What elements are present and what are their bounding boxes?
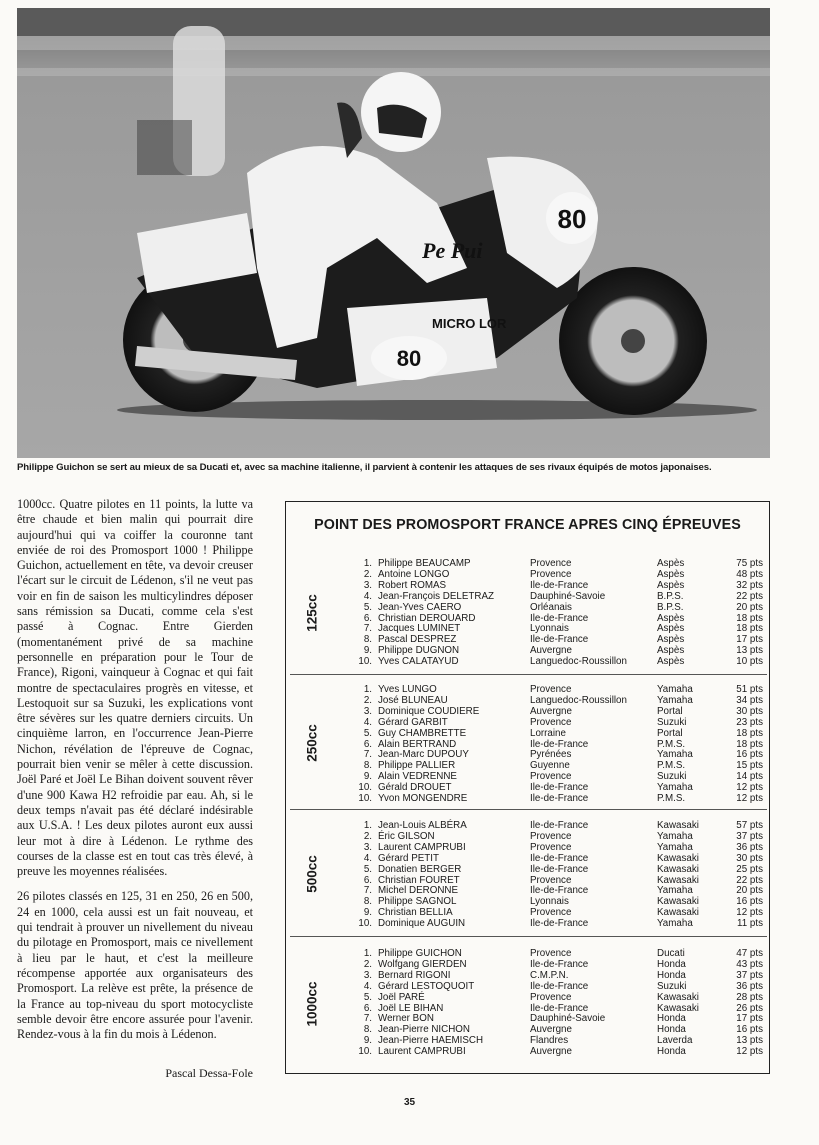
rider-region: Provence bbox=[530, 991, 572, 1003]
rider-points: 32 pts bbox=[736, 579, 763, 591]
rider-rank: 6. bbox=[363, 612, 372, 624]
rider-rank: 2. bbox=[363, 568, 372, 580]
rider-rank: 4. bbox=[363, 590, 372, 602]
rider-points: 30 pts bbox=[736, 852, 763, 864]
rider-name: José BLUNEAU bbox=[378, 694, 448, 706]
rider-points: 17 pts bbox=[736, 634, 763, 646]
rider-brand: P.M.S. bbox=[657, 760, 686, 772]
rider-points: 75 pts bbox=[736, 558, 763, 569]
rider-name: Yves LUNGO bbox=[378, 684, 437, 695]
standings-row bbox=[290, 728, 767, 739]
rider-name: Éric GILSON bbox=[378, 830, 435, 842]
rider-region: Auvergne bbox=[530, 645, 572, 657]
rider-points: 12 pts bbox=[736, 907, 763, 919]
rider-brand: Kawasaki bbox=[657, 820, 699, 831]
rider-brand: Kawasaki bbox=[657, 907, 699, 919]
rider-name: Laurent CAMPRUBI bbox=[378, 1046, 466, 1058]
rider-points: 14 pts bbox=[736, 771, 763, 783]
standings-row bbox=[290, 885, 767, 896]
sponsor-logo: MICRO LOR bbox=[432, 316, 507, 331]
rider-rank: 7. bbox=[363, 623, 372, 635]
rider-region: Auvergne bbox=[530, 1046, 572, 1058]
rider-rank: 1. bbox=[363, 948, 372, 959]
rider-region: Auvergne bbox=[530, 705, 572, 717]
rider-points: 15 pts bbox=[736, 760, 763, 772]
rider-region: Auvergne bbox=[530, 1024, 572, 1036]
category-block bbox=[290, 809, 767, 937]
standings-row bbox=[290, 907, 767, 918]
standings-row bbox=[290, 948, 767, 959]
rider-name: Gérard GARBIT bbox=[378, 716, 448, 728]
rider-region: Lyonnais bbox=[530, 896, 569, 908]
rider-region: Provence bbox=[530, 684, 572, 695]
rider-name: Pascal DESPREZ bbox=[378, 634, 457, 646]
rider-points: 17 pts bbox=[736, 1013, 763, 1025]
rider-region: Lyonnais bbox=[530, 623, 569, 635]
category-label: 500cc bbox=[304, 854, 320, 893]
rider-brand: Kawasaki bbox=[657, 874, 699, 886]
rider-name: Philippe GUICHON bbox=[378, 948, 462, 959]
rider-name: Jean-Marc DUPOUY bbox=[378, 749, 469, 761]
rider-region: Dauphiné-Savoie bbox=[530, 590, 606, 602]
photo-caption: Philippe Guichon se sert au mieux de sa Ducati et, avec sa machine italienne, il parvient à contenir les attaques de ses rivaux équipés de motos japonaises. bbox=[17, 462, 712, 473]
rider-brand: Honda bbox=[657, 958, 686, 970]
rider-points: 47 pts bbox=[736, 948, 763, 959]
rider-rank: 10. bbox=[358, 918, 372, 930]
rider-points: 37 pts bbox=[736, 969, 763, 981]
rider-points: 57 pts bbox=[736, 820, 763, 831]
rider-brand: Aspès bbox=[657, 634, 685, 646]
rider-points: 51 pts bbox=[736, 684, 763, 695]
rider-rank: 7. bbox=[363, 1013, 372, 1025]
standings-title: POINT DES PROMOSPORT FRANCE APRES CINQ ÉPREUVES bbox=[314, 517, 741, 533]
article-text bbox=[17, 497, 253, 1052]
rider-region: Ile-de-France bbox=[530, 980, 589, 992]
rider-points: 13 pts bbox=[736, 1035, 763, 1047]
rider-name: Christian DEROUARD bbox=[378, 612, 476, 624]
rider-region: Flandres bbox=[530, 1035, 569, 1047]
rider-rank: 10. bbox=[358, 656, 372, 668]
rider-rank: 8. bbox=[363, 634, 372, 646]
side-number: 80 bbox=[396, 346, 422, 371]
rider-points: 16 pts bbox=[736, 1024, 763, 1036]
author-signature: Pascal Dessa-Fole bbox=[165, 1066, 253, 1080]
rider-region: Ile-de-France bbox=[530, 738, 589, 750]
rider-brand: Kawasaki bbox=[657, 896, 699, 908]
article-paragraph: 26 pilotes classés en 125, 31 en 250, 26 en 500, 24 en 1000, cela aussi est un fait nouveau, et qui tendrait à prouver un nivellement du niveau du pilotage en Promosport, mais ce nivellement à lieu par le haut, et c'est la meilleure récompense apportée aux organisateurs des Promosport. La relève est prête, la présence de la France au top-niveau du sport motocycliste semble devoir être encore assurée pour l'avenir. Rendez-vous à la fin du mois à Lédenon. bbox=[17, 889, 253, 1042]
rider-rank: 10. bbox=[358, 793, 372, 804]
rider-points: 48 pts bbox=[736, 568, 763, 580]
rider-points: 11 pts bbox=[737, 918, 763, 930]
rider-points: 37 pts bbox=[736, 830, 763, 842]
rider-rank: 5. bbox=[363, 991, 372, 1003]
rider-points: 30 pts bbox=[736, 705, 763, 717]
standings-row bbox=[290, 918, 767, 929]
rider-brand: Portal bbox=[657, 727, 683, 739]
rider-name: Christian FOURET bbox=[378, 874, 460, 886]
article-paragraph: 1000cc. Quatre pilotes en 11 points, la lutte va être chaude et bien malin qui pourrait dire aujourd'hui qui va coiffer la couronne tant enviée de roi des Promosport 1000 ! Philippe Guichon, actuellement en tête, va devoir creuser l'écart sur le circuit de Lédenon, s'il ne veut pas voir en fin de saison les multicylindres déposer sans rémission sa Ducati, comme cela s'est passé à Cognac. Entre Gierden (momentanément privé de sa machine personnelle en préparation pour le Tour de France), Rigoni, vainqueur à Cognac et qui fait montre de spectaculaires progrès en vitesse, et Lestoquoit sur sa Suzuki, les explications vont être sévères sur les quatre derniers circuits. Un cinquième larron, en l'occurrence Jean-Pierre Nichon, révélation de l'épreuve de Cognac, pourrait bien venir se mêler à cette discussion. Joël Paré et Joël Le Bihan doivent souvent rêver d'une 900 Kawa H2 refroidie par eau. Ah, si le deux temps n'avait pas été déclaré indésirable aux U.S.A. ! Les deux pilotes auront eux aussi leur mot à dire à Lédenon. Le rythme des courses de la classe est en tout cas très élevé, à preuve les moyennes réalisées. bbox=[17, 497, 253, 879]
rider-region: Ile-de-France bbox=[530, 918, 589, 930]
category-label: 1000cc bbox=[304, 981, 320, 1027]
standings-row bbox=[290, 1046, 767, 1057]
rider-name: Donatien BERGER bbox=[378, 863, 462, 875]
standings-row bbox=[290, 771, 767, 782]
rider-points: 20 pts bbox=[736, 601, 763, 613]
rider-brand: Honda bbox=[657, 1046, 686, 1058]
standings-row bbox=[290, 591, 767, 602]
rider-region: Provence bbox=[530, 948, 572, 959]
rider-rank: 3. bbox=[363, 705, 372, 717]
rider-region: Ile-de-France bbox=[530, 793, 589, 804]
rider-rank: 7. bbox=[363, 885, 372, 897]
rider-region: Provence bbox=[530, 830, 572, 842]
rider-brand: Yamaha bbox=[657, 830, 693, 842]
rider-rank: 9. bbox=[363, 907, 372, 919]
rider-rank: 7. bbox=[363, 749, 372, 761]
rider-points: 18 pts bbox=[736, 738, 763, 750]
rider-region: Ile-de-France bbox=[530, 612, 589, 624]
rider-name: Jean-Pierre HAEMISCH bbox=[378, 1035, 484, 1047]
rider-points: 16 pts bbox=[736, 896, 763, 908]
rider-brand: P.M.S. bbox=[657, 793, 686, 804]
standings-row bbox=[290, 981, 767, 992]
standings-row bbox=[290, 706, 767, 717]
rider-region: Lorraine bbox=[530, 727, 566, 739]
standings-row bbox=[290, 875, 767, 886]
rider-name: Dominique COUDIERE bbox=[378, 705, 480, 717]
rider-name: Joël PARÉ bbox=[378, 991, 425, 1003]
category-block bbox=[290, 551, 767, 674]
category-label: 125cc bbox=[304, 593, 320, 632]
standings-row bbox=[290, 842, 767, 853]
rider-name: Philippe DUGNON bbox=[378, 645, 460, 657]
rider-brand: B.P.S. bbox=[657, 601, 684, 613]
rider-points: 20 pts bbox=[736, 885, 763, 897]
rider-region: Pyrénées bbox=[530, 749, 572, 761]
rider-name: Jean-François DELETRAZ bbox=[378, 590, 494, 602]
rider-brand: Yamaha bbox=[657, 749, 693, 761]
rider-name: Yvon MONGENDRE bbox=[378, 793, 468, 804]
rider-rank: 9. bbox=[363, 645, 372, 657]
rider-brand: Laverda bbox=[657, 1035, 693, 1047]
rider-name: Philippe PALLIER bbox=[378, 760, 456, 772]
rider-rank: 2. bbox=[363, 958, 372, 970]
rider-brand: Kawasaki bbox=[657, 1002, 699, 1014]
standings-row bbox=[290, 970, 767, 981]
rider-points: 36 pts bbox=[736, 841, 763, 853]
rider-brand: Suzuki bbox=[657, 980, 687, 992]
standings-row bbox=[290, 831, 767, 842]
rider-brand: Yamaha bbox=[657, 885, 693, 897]
rider-region: Provence bbox=[530, 841, 572, 853]
standings-row bbox=[290, 1035, 767, 1046]
standings-row bbox=[290, 1024, 767, 1035]
rider-points: 18 pts bbox=[736, 623, 763, 635]
rider-region: Ile-de-France bbox=[530, 820, 589, 831]
rider-region: Ile-de-France bbox=[530, 885, 589, 897]
rider-rank: 2. bbox=[363, 830, 372, 842]
rider-points: 22 pts bbox=[736, 590, 763, 602]
page-number: 35 bbox=[403, 1097, 416, 1108]
rider-region: Ile-de-France bbox=[530, 1002, 589, 1014]
rider-region: Provence bbox=[530, 771, 572, 783]
rider-name: Jean-Louis ALBÉRA bbox=[378, 820, 467, 831]
category-label: 250cc bbox=[304, 723, 320, 762]
rider-brand: Portal bbox=[657, 705, 683, 717]
rider-rank: 6. bbox=[363, 738, 372, 750]
rider-brand: Suzuki bbox=[657, 716, 687, 728]
standings-row bbox=[290, 1003, 767, 1014]
rider-name: Philippe BEAUCAMP bbox=[378, 558, 471, 569]
rider-brand: Honda bbox=[657, 1013, 686, 1025]
standings-row bbox=[290, 602, 767, 613]
rider-region: Orléanais bbox=[530, 601, 572, 613]
rider-region: Ile-de-France bbox=[530, 634, 589, 646]
rider-brand: Honda bbox=[657, 1024, 686, 1036]
rider-name: Yves CALATAYUD bbox=[378, 656, 459, 668]
rider-brand: Kawasaki bbox=[657, 991, 699, 1003]
rider-brand: Kawasaki bbox=[657, 852, 699, 864]
rider-name: Gérald DROUET bbox=[378, 782, 452, 794]
rider-name: Guy CHAMBRETTE bbox=[378, 727, 467, 739]
rider-region: Provence bbox=[530, 874, 572, 886]
rider-region: Provence bbox=[530, 907, 572, 919]
standings-row bbox=[290, 820, 767, 831]
rider-rank: 10. bbox=[358, 1046, 372, 1058]
rider-name: Dominique AUGUIN bbox=[378, 918, 466, 930]
rider-brand: B.P.S. bbox=[657, 590, 684, 602]
rider-region: Ile-de-France bbox=[530, 782, 589, 794]
rider-name: Gérard LESTOQUOIT bbox=[378, 980, 475, 992]
standings-row bbox=[290, 749, 767, 760]
rider-name: Laurent CAMPRUBI bbox=[378, 841, 466, 853]
rider-brand: Aspès bbox=[657, 579, 685, 591]
rider-rank: 1. bbox=[363, 558, 372, 569]
rider-region: Ile-de-France bbox=[530, 579, 589, 591]
rider-points: 43 pts bbox=[736, 958, 763, 970]
category-block bbox=[290, 674, 767, 810]
standings-row bbox=[290, 864, 767, 875]
rider-region: Ile-de-France bbox=[530, 852, 589, 864]
standings-box bbox=[285, 501, 770, 1074]
rider-brand: Ducati bbox=[657, 948, 685, 959]
rider-rank: 8. bbox=[363, 896, 372, 908]
rider-name: Wolfgang GIERDEN bbox=[378, 958, 467, 970]
rider-points: 12 pts bbox=[736, 793, 763, 804]
rider-region: Ile-de-France bbox=[530, 863, 589, 875]
rider-rank: 2. bbox=[363, 694, 372, 706]
rider-points: 12 pts bbox=[736, 782, 763, 794]
rider-points: 26 pts bbox=[736, 1002, 763, 1014]
rider-points: 16 pts bbox=[736, 749, 763, 761]
rider-brand: Suzuki bbox=[657, 771, 687, 783]
rider-brand: Aspès bbox=[657, 568, 685, 580]
rider-region: Languedoc-Roussillon bbox=[530, 694, 627, 706]
rider-region: Provence bbox=[530, 558, 572, 569]
standings-row bbox=[290, 782, 767, 793]
rider-points: 36 pts bbox=[736, 980, 763, 992]
rider-rank: 5. bbox=[363, 601, 372, 613]
rider-name: Alain BERTRAND bbox=[378, 738, 457, 750]
standings-row bbox=[290, 959, 767, 970]
rider-brand: Honda bbox=[657, 969, 686, 981]
rider-points: 25 pts bbox=[736, 863, 763, 875]
rider-brand: Yamaha bbox=[657, 694, 693, 706]
standings-row bbox=[290, 760, 767, 771]
rider-rank: 9. bbox=[363, 1035, 372, 1047]
rider-region: Dauphiné-Savoie bbox=[530, 1013, 606, 1025]
standings-row bbox=[290, 613, 767, 624]
rider-brand: Aspès bbox=[657, 612, 685, 624]
rider-rank: 6. bbox=[363, 874, 372, 886]
standings-row bbox=[290, 569, 767, 580]
standings-row bbox=[290, 623, 767, 634]
rider-region: Ile-de-France bbox=[530, 958, 589, 970]
rider-rank: 9. bbox=[363, 771, 372, 783]
rider-region: Languedoc-Roussillon bbox=[530, 656, 627, 668]
motorcycle-rider-image bbox=[17, 8, 770, 458]
rider-name: Michel DERONNE bbox=[378, 885, 459, 897]
rider-name: Gérard PETIT bbox=[378, 852, 439, 864]
category-block bbox=[290, 936, 767, 1071]
rider-name: Jean-Pierre NICHON bbox=[378, 1024, 471, 1036]
standings-row bbox=[290, 739, 767, 750]
rider-points: 22 pts bbox=[736, 874, 763, 886]
rider-brand: Aspès bbox=[657, 623, 685, 635]
rider-brand: Yamaha bbox=[657, 841, 693, 853]
standings-row bbox=[290, 853, 767, 864]
rider-rank: 10. bbox=[358, 782, 372, 794]
rider-region: C.M.P.N. bbox=[530, 969, 569, 981]
rider-rank: 5. bbox=[363, 863, 372, 875]
standings-row bbox=[290, 580, 767, 591]
standings-row bbox=[290, 793, 767, 804]
rider-brand: Kawasaki bbox=[657, 863, 699, 875]
standings-row bbox=[290, 645, 767, 656]
rider-points: 18 pts bbox=[736, 612, 763, 624]
rider-rank: 6. bbox=[363, 1002, 372, 1014]
rider-name: Werner BON bbox=[378, 1013, 434, 1025]
rider-name: Antoine LONGO bbox=[378, 568, 450, 580]
rider-rank: 3. bbox=[363, 841, 372, 853]
rider-brand: Yamaha bbox=[657, 684, 693, 695]
rider-region: Guyenne bbox=[530, 760, 570, 772]
rider-brand: P.M.S. bbox=[657, 738, 686, 750]
standings-row bbox=[290, 717, 767, 728]
rider-points: 23 pts bbox=[736, 716, 763, 728]
rider-points: 34 pts bbox=[736, 694, 763, 706]
standings-row bbox=[290, 684, 767, 695]
rider-name: Christian BELLIA bbox=[378, 907, 453, 919]
rider-rank: 3. bbox=[363, 969, 372, 981]
rider-brand: Yamaha bbox=[657, 782, 693, 794]
rider-points: 12 pts bbox=[736, 1046, 763, 1058]
rider-brand: Aspès bbox=[657, 645, 685, 657]
rider-brand: Yamaha bbox=[657, 918, 693, 930]
race-photo bbox=[17, 8, 770, 458]
standings-row bbox=[290, 1013, 767, 1024]
tank-logo: Pe Pui bbox=[422, 238, 483, 263]
rider-brand: Aspès bbox=[657, 558, 685, 569]
rider-name: Jean-Yves CAERO bbox=[378, 601, 462, 613]
rider-rank: 1. bbox=[363, 820, 372, 831]
standings-row bbox=[290, 634, 767, 645]
standings-row bbox=[290, 992, 767, 1003]
rider-rank: 1. bbox=[363, 684, 372, 695]
rider-points: 18 pts bbox=[736, 727, 763, 739]
rider-name: Bernard RIGONI bbox=[378, 969, 451, 981]
rider-points: 28 pts bbox=[736, 991, 763, 1003]
rider-name: Jacques LUMINET bbox=[378, 623, 461, 635]
standings-row bbox=[290, 896, 767, 907]
rider-name: Robert ROMAS bbox=[378, 579, 447, 591]
rider-rank: 5. bbox=[363, 727, 372, 739]
standings-row bbox=[290, 558, 767, 569]
rider-name: Alain VEDRENNE bbox=[378, 771, 457, 783]
rider-points: 10 pts bbox=[736, 656, 763, 668]
rider-rank: 4. bbox=[363, 716, 372, 728]
rider-rank: 4. bbox=[363, 980, 372, 992]
rider-brand: Aspès bbox=[657, 656, 685, 668]
rider-rank: 8. bbox=[363, 760, 372, 772]
standings-row bbox=[290, 695, 767, 706]
rider-points: 13 pts bbox=[736, 645, 763, 657]
rider-name: Philippe SAGNOL bbox=[378, 896, 457, 908]
rider-rank: 4. bbox=[363, 852, 372, 864]
rider-name: Joël LE BIHAN bbox=[378, 1002, 444, 1014]
fairing-number: 80 bbox=[557, 204, 587, 234]
standings-row bbox=[290, 656, 767, 667]
rider-rank: 8. bbox=[363, 1024, 372, 1036]
rider-region: Provence bbox=[530, 568, 572, 580]
rider-region: Provence bbox=[530, 716, 572, 728]
rider-rank: 3. bbox=[363, 579, 372, 591]
